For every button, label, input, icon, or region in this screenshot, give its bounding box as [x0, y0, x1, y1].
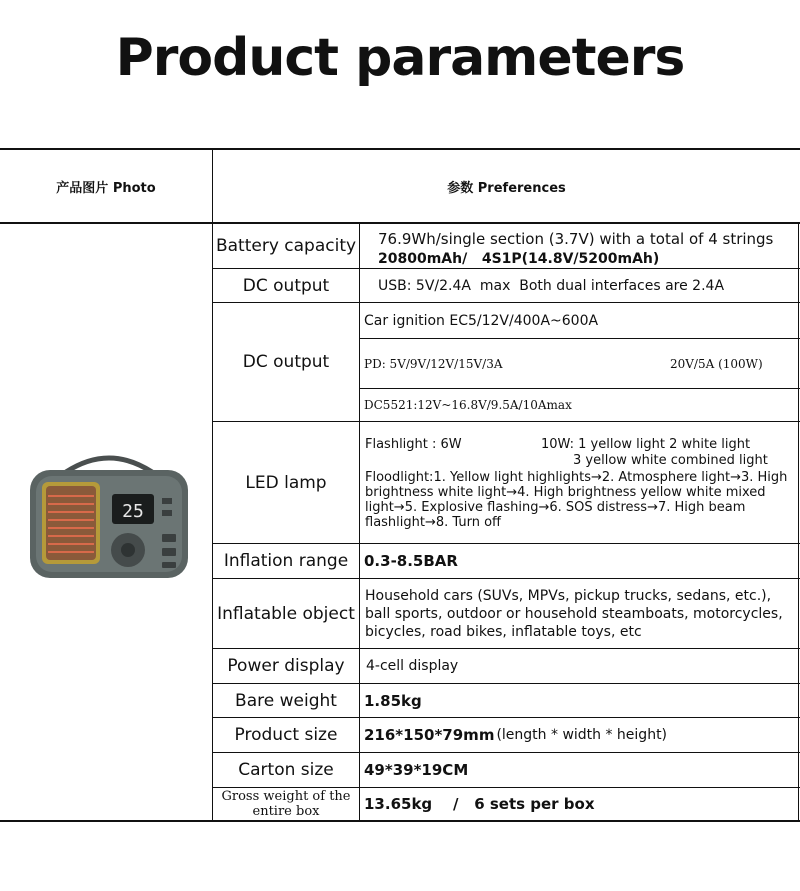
header-photo: 产品图片 Photo	[56, 180, 156, 196]
label-gross-weight: Gross weight of the entire box	[221, 789, 351, 819]
header-preferences: 参数 Preferences	[447, 180, 566, 196]
value-product-size	[360, 718, 798, 752]
value-power-display: 4-cell display	[366, 658, 459, 674]
photo-screen-value: 25	[122, 501, 144, 522]
label-power-display: Power display	[227, 656, 345, 676]
value-battery-line1: 76.9Wh/single section (3.7V) with a total of 4 strings	[378, 230, 774, 248]
value-product-size-dims: 216*150*79mm	[364, 726, 495, 744]
value-pd-left: PD: 5V/9V/12V/15V/3A	[364, 356, 503, 371]
value-bare-weight: 1.85kg	[364, 691, 422, 710]
page-title: Product parameters	[115, 28, 685, 88]
value-battery-line2: 20800mAh/ 4S1P(14.8V/5200mAh)	[378, 251, 660, 267]
row-line	[798, 223, 799, 820]
value-gross-weight: 13.65kg / 6 sets per box	[364, 795, 595, 813]
label-inflatable-object: Inflatable object	[217, 603, 355, 624]
value-dc5521: DC5521:12V~16.8V/9.5A/10Amax	[364, 398, 572, 412]
value-inflatable-object: Household cars (SUVs, MPVs, pickup trucks, sedans, etc.), ball sports, outdoor or household steamboats, motorcycles, bicycles, road bikes, inflatable toys, etc	[365, 588, 783, 640]
value-inflation-range: 0.3-8.5BAR	[364, 552, 458, 570]
label-bare-weight: Bare weight	[235, 690, 337, 711]
value-flashlight-10w-2: 3 yellow white combined light	[573, 453, 768, 468]
label-dc-output-2: DC output	[242, 352, 330, 372]
value-car-ignition: Car ignition EC5/12V/400A~600A	[364, 312, 599, 329]
label-dc-output-1: DC output	[242, 275, 330, 296]
product-photo	[28, 452, 190, 580]
label-battery-capacity: Battery capacity	[215, 236, 357, 256]
header-bottom-border	[0, 222, 800, 224]
label-carton-size: Carton size	[238, 760, 334, 780]
value-floodlight-modes: Floodlight:1. Yellow light highlights→2. Atmosphere light→3. High brightness white light→4. High brightness yellow white mixed light→5. Explosive flashing→6. SOS distress→7. High beam flashlight→8. Turn off	[365, 470, 788, 530]
label-product-size: Product size	[234, 725, 338, 745]
value-pd-right: 20V/5A (100W)	[670, 356, 763, 371]
value-flashlight-6w: Flashlight : 6W	[365, 437, 462, 452]
value-flashlight-10w: 10W: 1 yellow light 2 white light	[541, 437, 751, 452]
label-inflation-range: Inflation range	[223, 551, 349, 571]
value-dc-output-usb: USB: 5V/2.4A max Both dual interfaces are 2.4A	[378, 277, 725, 294]
value-carton-size: 49*39*19CM	[364, 761, 469, 779]
label-led-lamp: LED lamp	[245, 472, 327, 493]
table-bottom-border	[0, 820, 800, 822]
value-product-size-note: (length * width * height)	[496, 727, 668, 743]
